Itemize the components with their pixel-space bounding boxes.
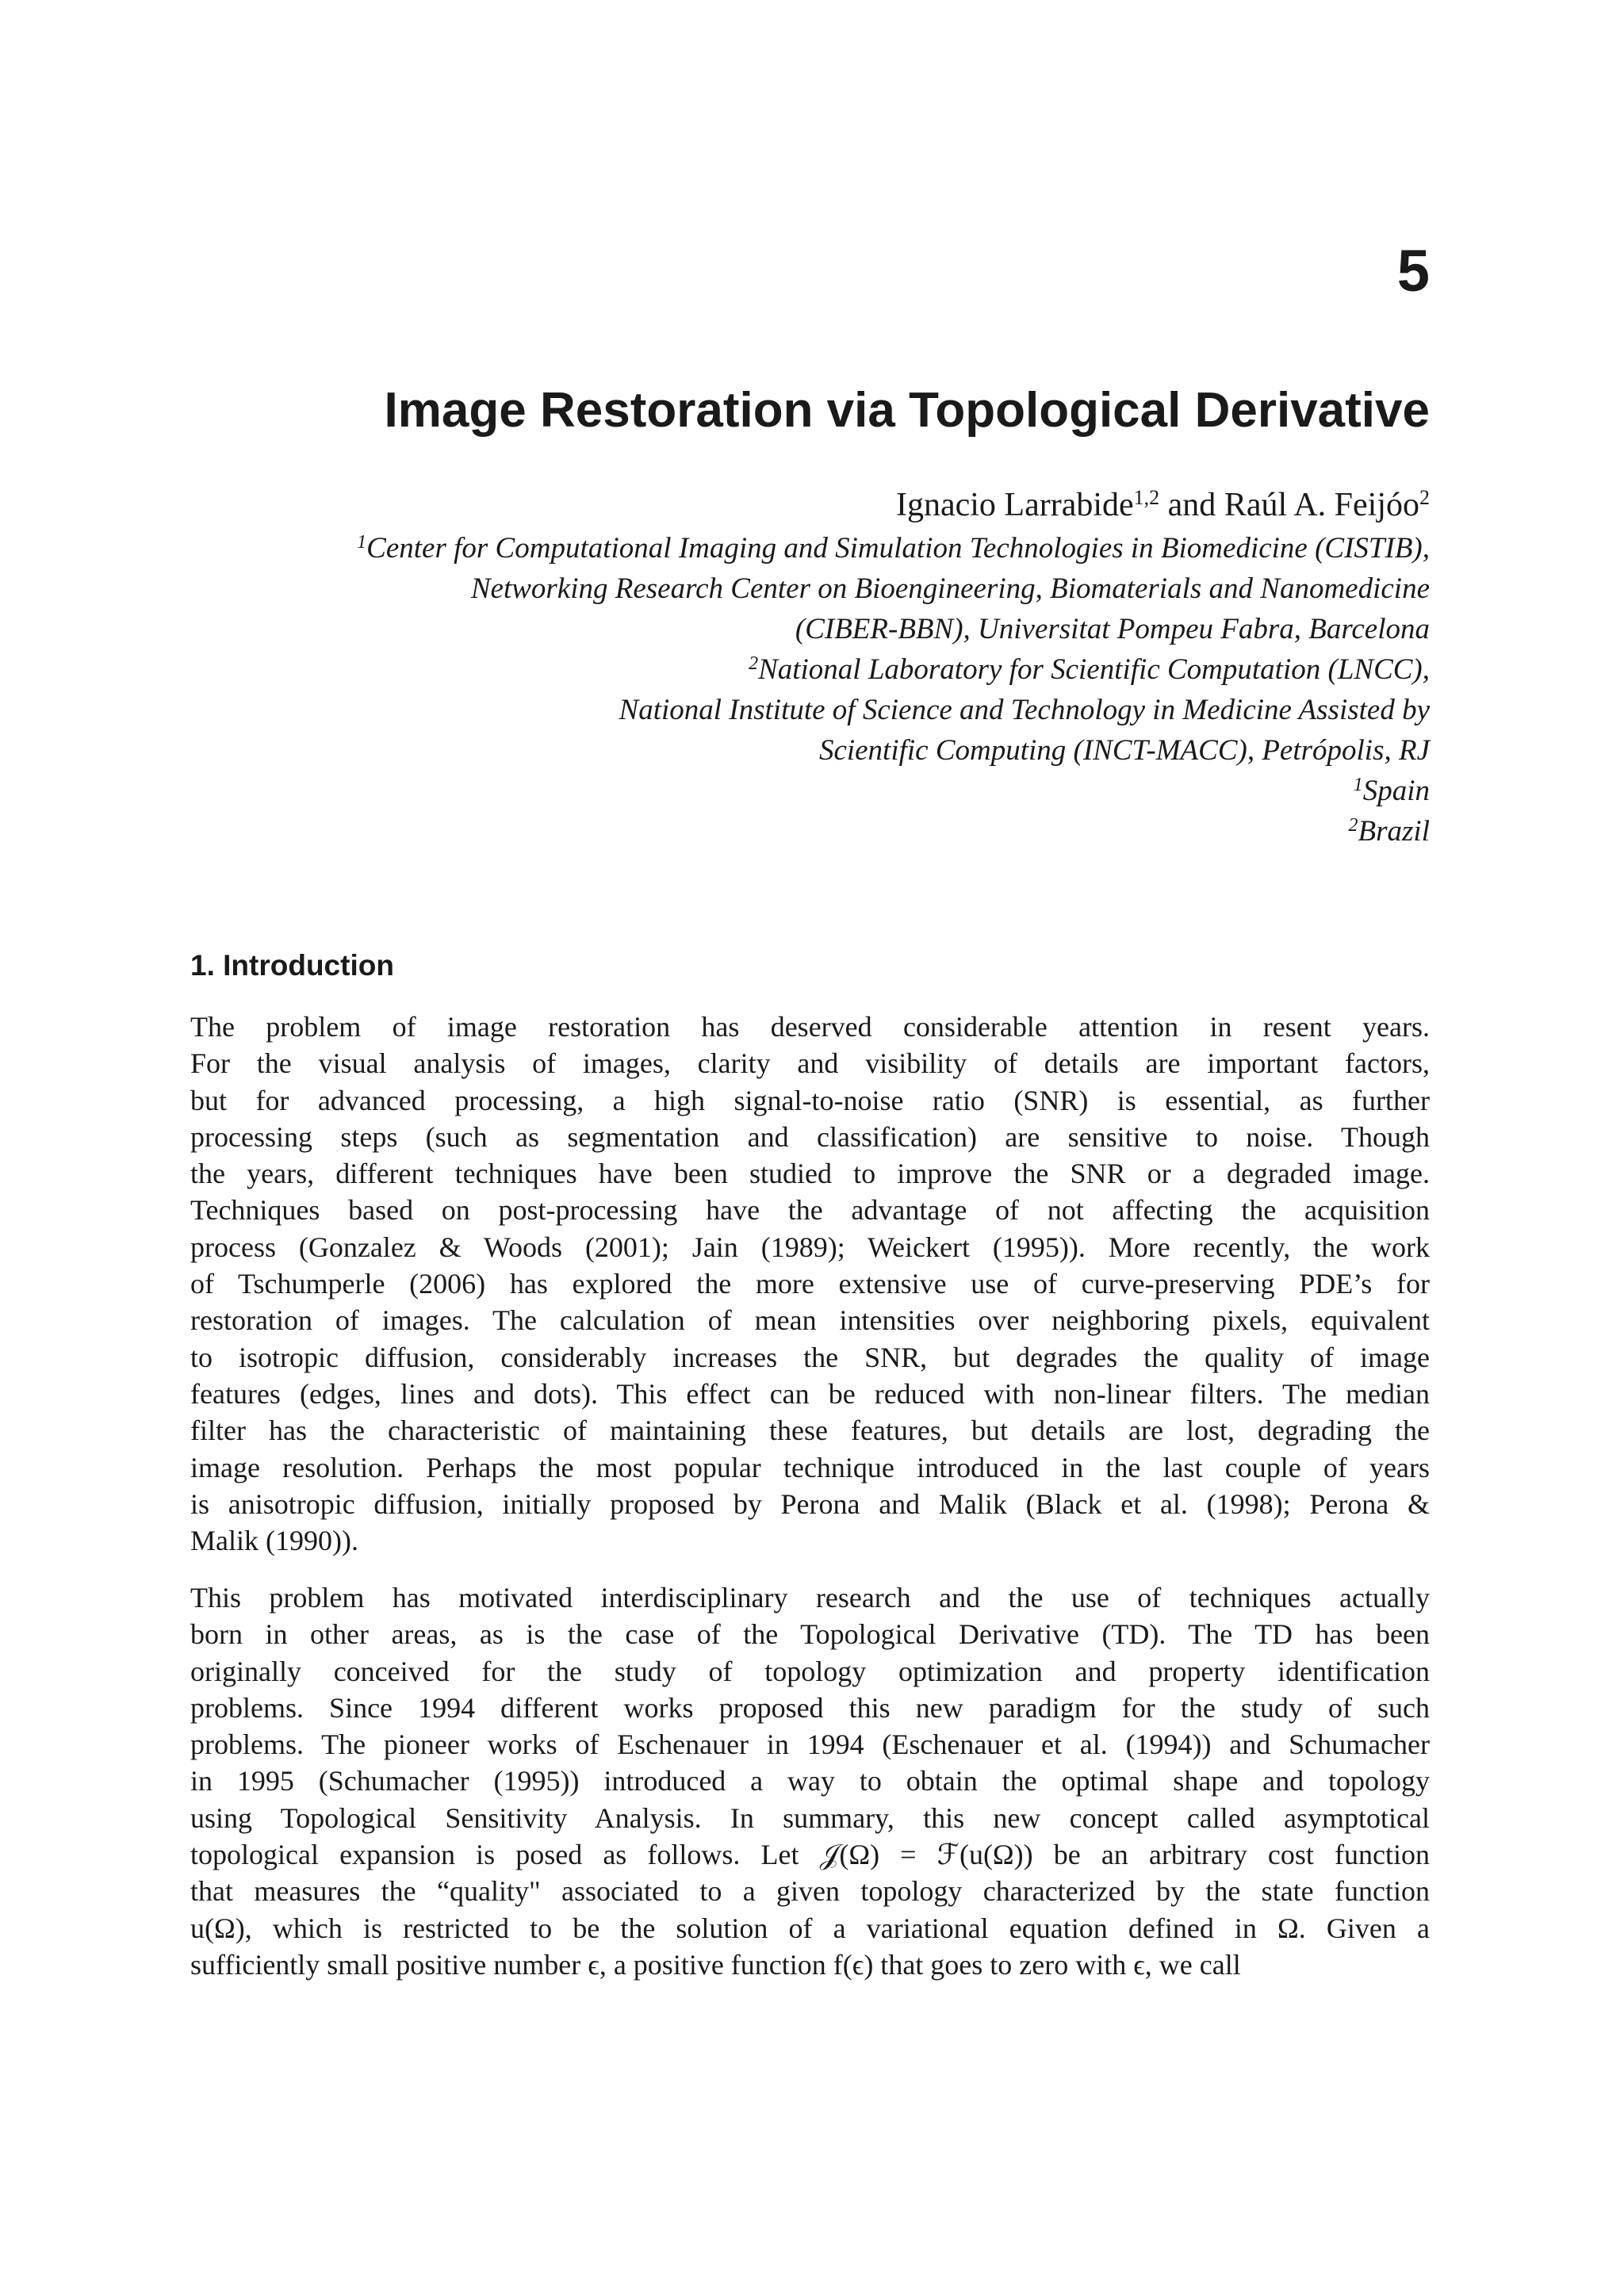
paragraph-line: problems. The pioneer works of Eschenauer in 1994 (Eschenauer et al. (1994)) and Schumacher [190, 1728, 1430, 1761]
paragraph-line: that measures the “quality" associated to a given topology characterized by the state function [190, 1875, 1430, 1908]
affiliation-text: National Laboratory for Scientific Computation (LNCC), [758, 653, 1430, 686]
paragraph-line: originally conceived for the study of topology optimization and property identification [190, 1655, 1430, 1687]
paragraph-line: the years, different techniques have been studied to improve the SNR or a degraded image. [190, 1158, 1430, 1190]
paragraph-line: For the visual analysis of images, clarity and visibility of details are important factors, [190, 1047, 1430, 1080]
chapter-number: 5 [1396, 238, 1430, 304]
paragraph-line: features (edges, lines and dots). This effect can be reduced with non-linear filters. The median [190, 1377, 1430, 1410]
paragraph-line: This problem has motivated interdisciplinary research and the use of techniques actually [190, 1582, 1430, 1614]
paragraph-line: using Topological Sensitivity Analysis. In summary, this new concept called asymptotical [190, 1801, 1430, 1834]
affiliation-marker: 2 [1348, 815, 1358, 836]
paragraph-line: sufficiently small positive number ϵ, a positive function f(ϵ) that goes to zero with ϵ, we call [190, 1948, 1241, 1981]
affiliation-marker: 1 [357, 532, 367, 553]
paragraph-line: The problem of image restoration has deserved considerable attention in resent years. [190, 1011, 1430, 1043]
paragraph-line: of Tschumperle (2006) has explored the more extensive use of curve-preserving PDE’s for [190, 1268, 1430, 1300]
section-heading: 1. Introduction [190, 949, 394, 982]
paragraph-line: process (Gonzalez & Woods (2001); Jain (1989); Weickert (1995)). More recently, the work [190, 1231, 1430, 1263]
paragraph-line: problems. Since 1994 different works proposed this new paradigm for the study of such [190, 1691, 1430, 1724]
affiliation-text: National Institute of Science and Technology in Medicine Assisted by [619, 694, 1430, 726]
affiliation-marker: 2 [749, 653, 759, 674]
affiliation-line [174, 649, 1430, 690]
paragraph-line: Techniques based on post-processing have the advantage of not affecting the acquisition [190, 1194, 1430, 1227]
affiliation-text: Brazil [1358, 815, 1430, 848]
paragraph-line: restoration of images. The calculation of mean intensities over neighboring pixels, equivalent [190, 1304, 1430, 1337]
affiliation-line [174, 609, 1430, 649]
affiliation-text: Scientific Computing (INCT-MACC), Petrópolis, RJ [818, 734, 1430, 767]
affiliation-text: Spain [1362, 775, 1430, 807]
author-name: Ignacio Larrabide [895, 487, 1134, 523]
affiliations-block [174, 528, 1430, 852]
paragraph-line: in 1995 (Schumacher (1995)) introduced a way to obtain the optimal shape and topology [190, 1765, 1430, 1797]
paragraph-introduction-1 [190, 1009, 1430, 1559]
author-line [896, 485, 1430, 525]
author-conjunction: and [1159, 487, 1224, 523]
paragraph-line: but for advanced processing, a high signal-to-noise ratio (SNR) is essential, as further [190, 1084, 1430, 1116]
paragraph-line: topological expansion is posed as follows. Let 𝒥(Ω) = ℱ(u(Ω)) be an arbitrary cost function [190, 1839, 1430, 1871]
paragraph-line: is anisotropic diffusion, initially proposed by Perona and Malik (Black et al. (1998); Perona & [190, 1487, 1430, 1520]
author-affiliation-marker: 2 [1419, 486, 1430, 509]
affiliation-text: Networking Research Center on Bioengineering, Biomaterials and Nanomedicine [470, 572, 1430, 605]
affiliation-line [174, 730, 1430, 771]
paragraph-line: processing steps (such as segmentation and classification) are sensitive to noise. Though [190, 1120, 1430, 1153]
paragraph-line: image resolution. Perhaps the most popular technique introduced in the last couple of years [190, 1451, 1430, 1483]
affiliation-line [174, 568, 1430, 609]
paragraph-line: filter has the characteristic of maintaining these features, but details are lost, degrading the [190, 1414, 1430, 1447]
paragraph-line: to isotropic diffusion, considerably increases the SNR, but degrades the quality of image [190, 1341, 1430, 1373]
paragraph-introduction-2 [190, 1579, 1430, 1983]
affiliation-marker: 1 [1353, 775, 1363, 795]
affiliation-line [174, 690, 1430, 730]
affiliation-text: Center for Computational Imaging and Simulation Technologies in Biomedicine (CISTIB), [366, 532, 1430, 565]
paragraph-line: Malik (1990)). [190, 1525, 358, 1557]
author-name: Raúl A. Feijóo [1224, 487, 1419, 523]
affiliation-line [174, 528, 1430, 568]
paragraph-line: born in other areas, as is the case of the Topological Derivative (TD). The TD has been [190, 1618, 1430, 1651]
author-affiliation-marker: 1,2 [1133, 486, 1160, 509]
paragraph-line: u(Ω), which is restricted to be the solution of a variational equation defined in Ω. Given a [190, 1912, 1430, 1944]
affiliation-text: (CIBER-BBN), Universitat Pompeu Fabra, Barcelona [795, 613, 1430, 645]
affiliation-line [174, 811, 1430, 852]
chapter-title: Image Restoration via Topological Derivative [384, 383, 1430, 438]
affiliation-line [174, 771, 1430, 811]
